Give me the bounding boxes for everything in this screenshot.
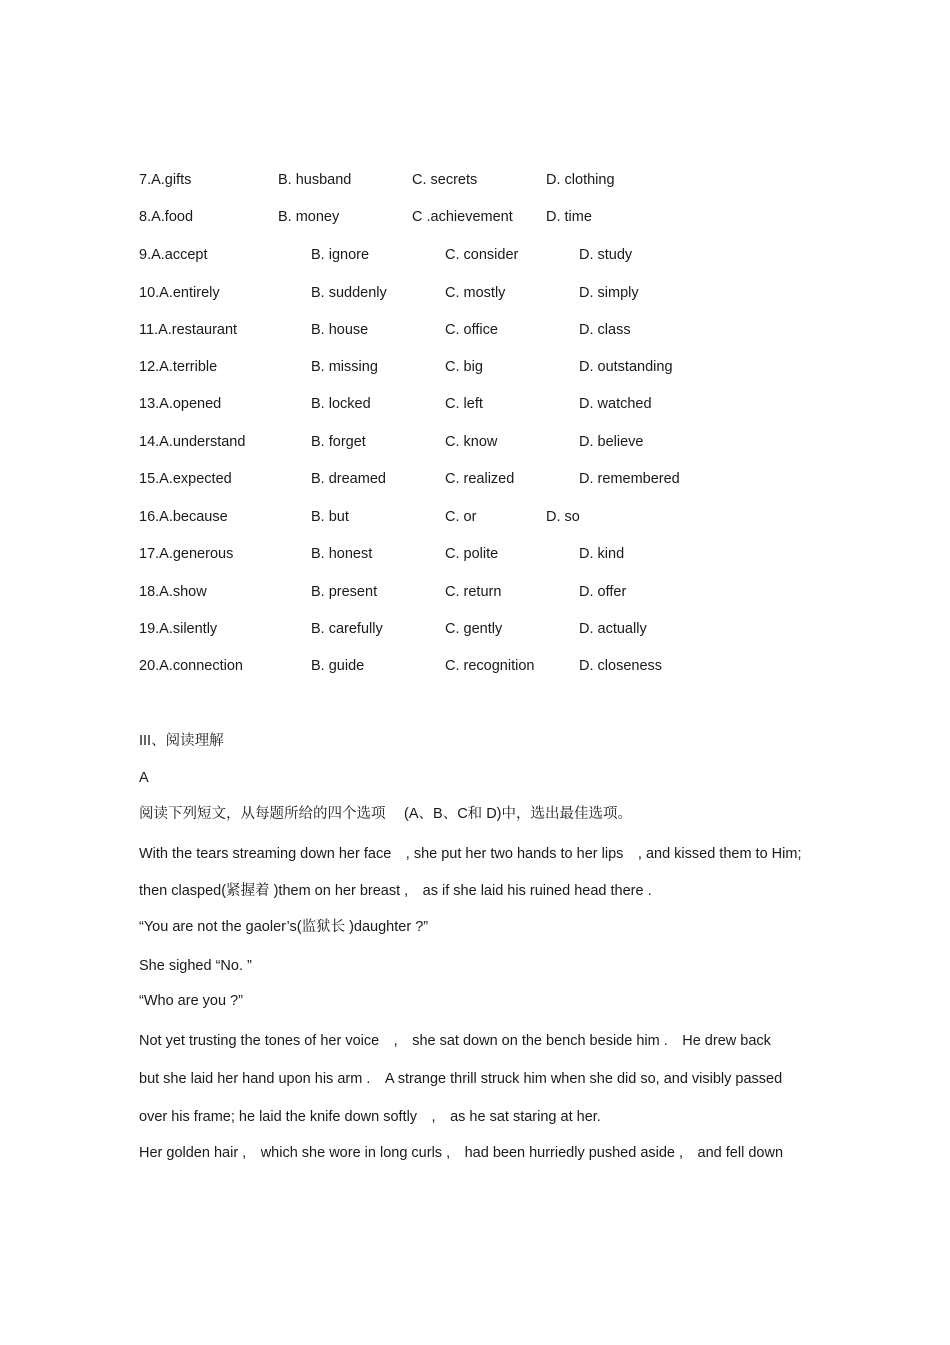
option-d: D. remembered: [579, 471, 680, 487]
option-a: 17.A.generous: [139, 546, 234, 562]
option-a: 19.A.silently: [139, 621, 218, 637]
option-b: B. guide: [311, 658, 365, 674]
option-b: B. missing: [311, 359, 378, 375]
passage-line: “You are not the gaoler’s(监狱长 )daughter ?”: [139, 919, 429, 935]
option-c: C. office: [445, 322, 498, 338]
option-b: B. carefully: [311, 621, 383, 637]
option-c: C. return: [445, 584, 502, 600]
option-c: C. mostly: [445, 285, 506, 301]
option-a: 13.A.opened: [139, 396, 222, 412]
option-c: C. secrets: [412, 172, 478, 188]
passage-line: over his frame; he laid the knife down softly , as he sat staring at her.: [139, 1109, 601, 1125]
option-c: C. consider: [445, 247, 519, 263]
passage-line: She sighed “No. ”: [139, 958, 252, 974]
option-d: D. clothing: [546, 172, 615, 188]
passage-line: then clasped(紧握着 )them on her breast , as if she laid his ruined head there .: [139, 883, 652, 899]
option-d: D. outstanding: [579, 359, 673, 375]
option-b: B. ignore: [311, 247, 370, 263]
option-d: D. study: [579, 247, 633, 263]
passage-line: Her golden hair , which she wore in long curls , had been hurriedly pushed aside , and fell down: [139, 1145, 784, 1161]
option-a: 18.A.show: [139, 584, 207, 600]
section-heading: III、阅读理解: [139, 733, 224, 749]
option-a: 7.A.gifts: [139, 172, 192, 188]
option-c: C .achievement: [412, 209, 513, 225]
part-label: A: [139, 770, 149, 786]
option-a: 8.A.food: [139, 209, 194, 225]
option-d: D. kind: [579, 546, 625, 562]
option-a: 15.A.expected: [139, 471, 232, 487]
passage-line: “Who are you ?”: [139, 993, 243, 1009]
option-c: C. big: [445, 359, 483, 375]
passage-line: but she laid her hand upon his arm . A strange thrill struck him when she did so, and visibly passed: [139, 1071, 783, 1087]
option-d: D. time: [546, 209, 592, 225]
option-d: D. watched: [579, 396, 652, 412]
option-b: B. house: [311, 322, 369, 338]
option-c: C. left: [445, 396, 483, 412]
option-b: B. suddenly: [311, 285, 387, 301]
option-c: C. realized: [445, 471, 515, 487]
option-b: B. dreamed: [311, 471, 386, 487]
option-b: B. but: [311, 509, 349, 525]
option-d: D. believe: [579, 434, 644, 450]
option-c: C. know: [445, 434, 498, 450]
option-c: C. polite: [445, 546, 499, 562]
passage-line: Not yet trusting the tones of her voice , she sat down on the bench beside him . He drew back: [139, 1033, 771, 1049]
option-b: B. forget: [311, 434, 366, 450]
option-a: 9.A.accept: [139, 247, 208, 263]
passage-line: With the tears streaming down her face , she put her two hands to her lips , and kissed them to Him;: [139, 846, 802, 862]
option-a: 20.A.connection: [139, 658, 243, 674]
option-d: D. so: [546, 509, 580, 525]
option-a: 11.A.restaurant: [139, 322, 238, 338]
option-d: D. class: [579, 322, 631, 338]
option-c: C. gently: [445, 621, 503, 637]
option-b: B. locked: [311, 396, 371, 412]
option-a: 16.A.because: [139, 509, 228, 525]
option-a: 10.A.entirely: [139, 285, 220, 301]
option-c: C. or: [445, 509, 477, 525]
option-b: B. husband: [278, 172, 352, 188]
option-d: D. offer: [579, 584, 627, 600]
option-b: B. present: [311, 584, 378, 600]
option-a: 12.A.terrible: [139, 359, 218, 375]
option-b: B. money: [278, 209, 340, 225]
option-b: B. honest: [311, 546, 373, 562]
option-d: D. actually: [579, 621, 647, 637]
instruction-text: 阅读下列短文，从每题所给的四个选项 (A、B、C和 D)中，选出最佳选项。: [139, 806, 632, 822]
option-a: 14.A.understand: [139, 434, 246, 450]
option-d: D. simply: [579, 285, 639, 301]
option-c: C. recognition: [445, 658, 535, 674]
option-d: D. closeness: [579, 658, 663, 674]
